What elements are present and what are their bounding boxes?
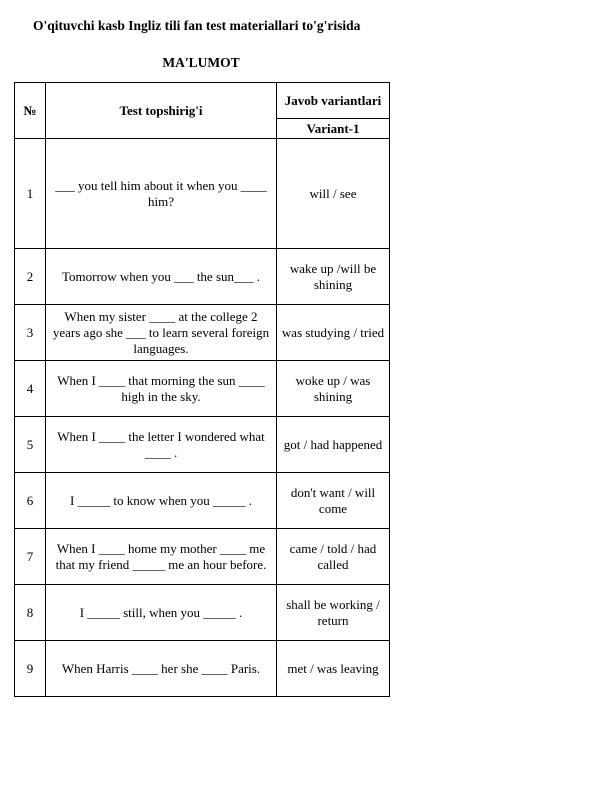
- header-task: Test topshirig'i: [46, 83, 277, 139]
- row-number: 5: [15, 417, 46, 473]
- row-task: I _____ to know when you _____ .: [46, 473, 277, 529]
- row-answer: will / see: [277, 139, 390, 249]
- row-number: 8: [15, 585, 46, 641]
- row-task: When I ____ the letter I wondered what ____ .: [46, 417, 277, 473]
- row-answer: wake up /will be shining: [277, 249, 390, 305]
- row-task: When my sister ____ at the college 2 years ago she ___ to learn several foreign languages.: [46, 305, 277, 361]
- row-task: When Harris ____ her she ____ Paris.: [46, 641, 277, 697]
- header-variant: Variant-1: [277, 119, 390, 139]
- header-answers: Javob variantlari: [277, 83, 390, 119]
- row-answer: woke up / was shining: [277, 361, 390, 417]
- header-number: №: [15, 83, 46, 139]
- row-task: Tomorrow when you ___ the sun___ .: [46, 249, 277, 305]
- row-answer: met / was leaving: [277, 641, 390, 697]
- table-row: [15, 585, 390, 641]
- row-answer: came / told / had called: [277, 529, 390, 585]
- table-row: [15, 139, 390, 249]
- table-row: [15, 417, 390, 473]
- table-row: [15, 641, 390, 697]
- row-answer: got / had happened: [277, 417, 390, 473]
- row-number: 1: [15, 139, 46, 249]
- row-task: When I ____ home my mother ____ me that my friend _____ me an hour before.: [46, 529, 277, 585]
- row-number: 2: [15, 249, 46, 305]
- table-row: [15, 361, 390, 417]
- row-number: 9: [15, 641, 46, 697]
- row-answer: shall be working / return: [277, 585, 390, 641]
- row-task: I _____ still, when you _____ .: [46, 585, 277, 641]
- table-row: [15, 473, 390, 529]
- row-number: 7: [15, 529, 46, 585]
- row-task: ___ you tell him about it when you ____ him?: [46, 139, 277, 249]
- test-table: [14, 82, 390, 697]
- row-number: 4: [15, 361, 46, 417]
- row-task: When I ____ that morning the sun ____ high in the sky.: [46, 361, 277, 417]
- table-row: [15, 305, 390, 361]
- document-subtitle: MA'LUMOT: [162, 55, 240, 70]
- row-number: 6: [15, 473, 46, 529]
- row-answer: don't want / will come: [277, 473, 390, 529]
- row-answer: was studying / tried: [277, 305, 390, 361]
- document-title: O'qituvchi kasb Ingliz tili fan test materiallari to'g'risida: [33, 18, 361, 33]
- table-row: [15, 529, 390, 585]
- row-number: 3: [15, 305, 46, 361]
- table-row: [15, 249, 390, 305]
